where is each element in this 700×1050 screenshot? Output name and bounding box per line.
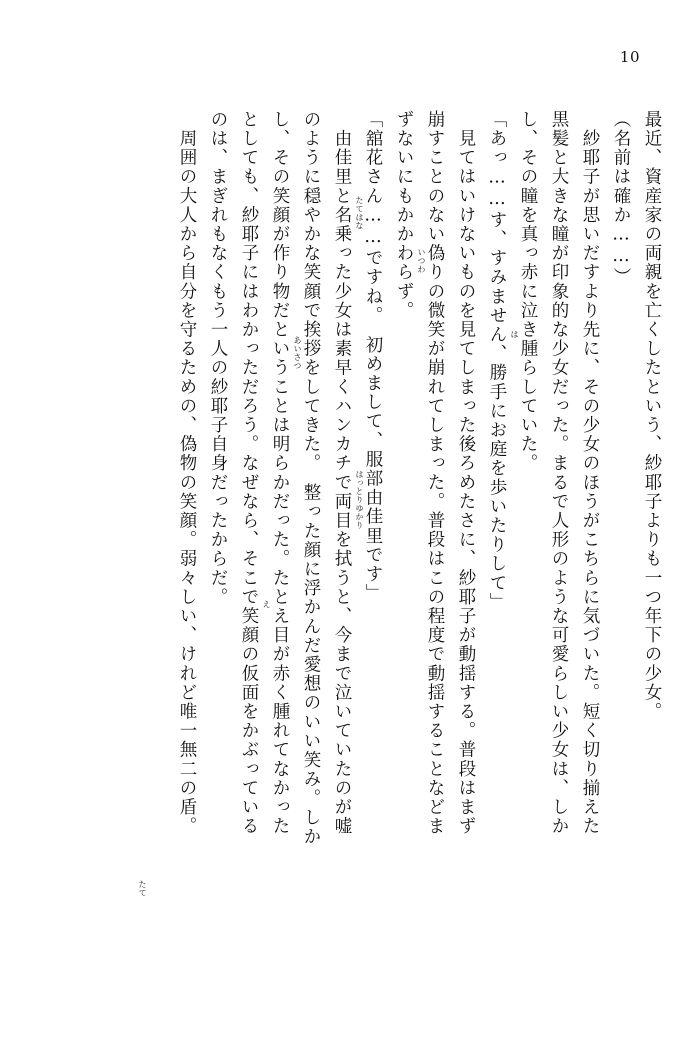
text-column: し、その瞳を真っ赤に泣き腫らしていた。 — [518, 110, 538, 473]
ruby-annotation: いつわ — [417, 248, 426, 274]
text-column: のは、まぎれもなくもう一人の紗耶子自身だったからだ。 — [208, 110, 228, 607]
ruby-annotation: はっとりゆかり — [355, 470, 364, 530]
text-column: としても、紗耶子にはわかっただろう。なぜなら、そこで笑顔の仮面をかぶっている — [239, 110, 259, 836]
ruby-annotation: は — [510, 330, 519, 339]
text-column: 見てはいけないものを見てしまった後ろめたさに、紗耶子が動揺する。普段はまず — [456, 110, 476, 836]
vertical-text-block — [40, 110, 660, 970]
ruby-annotation: あいさつ — [293, 336, 302, 370]
ruby-annotation: たてはな — [355, 196, 364, 230]
ruby-annotation: たて — [138, 880, 147, 897]
text-column: 周囲の大人から自分を守るための、偽物の笑顔。弱々しい、けれど唯一無二の盾。 — [177, 110, 197, 836]
text-column: （名前は確か……） — [611, 110, 631, 287]
text-column: 紗耶子が思いだすより先に、その少女のほうがこちらに気づいた。短く切り揃えた — [580, 110, 600, 836]
text-column: 「あっ……す、すみません、勝手にお庭を歩いたりして」 — [487, 110, 507, 612]
text-column: 由佳里と名乗った少女は素早くハンカチで両目を拭うと、今まで泣いていたのが嘘 — [332, 110, 352, 836]
ruby-annotation: え — [262, 600, 271, 609]
text-column: し、その笑顔が作り物だということは明らかだった。たとえ目が赤く腫れてなかった — [270, 110, 290, 836]
text-column: 「舘花さん……ですね。 初めまして、服部由佳里です」 — [363, 110, 383, 603]
page-number: 10 — [619, 48, 640, 66]
text-column: 崩すことのない偽りの微笑が崩れてしまった。普段はこの程度で動揺することなどま — [425, 110, 445, 836]
text-column: 黒髪と大きな瞳が印象的な少女だった。まるで人形のような可愛らしい少女は、しか — [549, 110, 569, 836]
text-column: ずないにもかかわらず。 — [394, 110, 414, 321]
text-column: 最近、資産家の両親を亡くしたという、紗耶子よりも一つ年下の少女。 — [642, 110, 662, 722]
text-column: のように穏やかな笑顔で挨拶をしてきた。 整った顔に浮かんだ愛想のいい笑み。しか — [301, 110, 321, 847]
